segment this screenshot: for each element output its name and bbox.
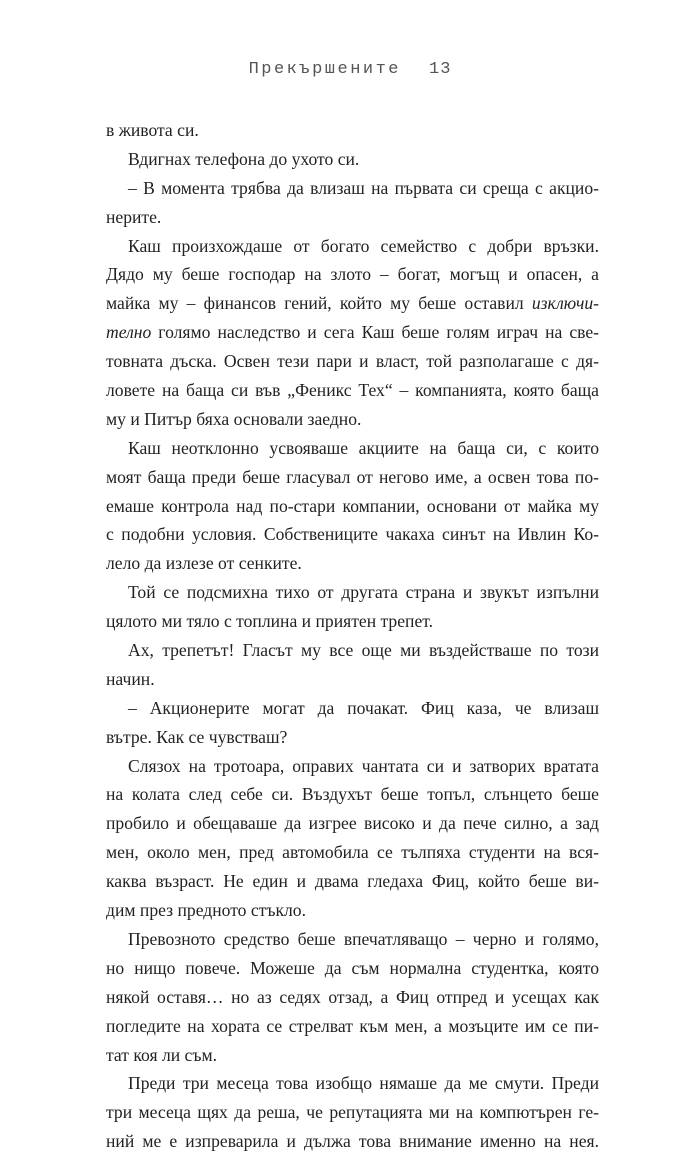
text-line <box>106 116 599 145</box>
text-run: – Акционерите могат да почакат. Фиц каза, че влизаш <box>128 697 599 718</box>
text-run: но нищо повече. Можеше да съм нормална студентка, която <box>106 957 599 978</box>
text-run: вътре. Как се чувстваш? <box>106 726 288 747</box>
text-run: начин. <box>106 668 155 689</box>
text-run: погледите на хората се стрелват към мен, а мозъците им се пи- <box>106 1015 599 1036</box>
text-line <box>106 549 599 578</box>
text-line <box>106 463 599 492</box>
text-line <box>106 1041 599 1070</box>
text-line <box>106 434 599 463</box>
text-line <box>106 694 599 723</box>
text-line <box>106 809 599 838</box>
text-line <box>106 203 599 232</box>
text-run: майка му – финансов гений, който му беше оставил <box>106 293 532 314</box>
text-run: три месеца щях да реша, че репутацията ми на компютърен ге- <box>106 1102 599 1123</box>
text-run: на колата след себе си. Въздухът беше топъл, слънцето беше <box>106 784 599 805</box>
text-line <box>106 145 599 174</box>
text-run: мен, около мен, пред автомобила се тълпяха студенти на вся- <box>106 842 599 863</box>
italic-text: изключи- <box>531 293 599 314</box>
running-header <box>0 60 700 79</box>
text-run: емаше контрола над по-стари компании, основани от майка му <box>106 495 599 516</box>
text-line <box>106 867 599 896</box>
book-title: Прекършените <box>248 60 401 79</box>
text-run: му и Питър бяха основали заедно. <box>106 408 362 429</box>
text-run: Вдигнах телефона до ухото си. <box>128 148 360 169</box>
text-line <box>106 1069 599 1098</box>
text-line <box>106 838 599 867</box>
text-line <box>106 405 599 434</box>
text-run: нерите. <box>106 206 162 227</box>
text-line <box>106 578 599 607</box>
text-line <box>106 318 599 347</box>
text-run: голямо наследство и сега Каш беше голям играч на све- <box>151 322 599 343</box>
text-line <box>106 723 599 752</box>
text-line <box>106 1098 599 1127</box>
italic-text: телно <box>106 322 152 343</box>
text-run: Той се подсмихна тихо от другата страна и звукът изпълни <box>128 582 599 603</box>
text-run: каква възраст. Не един и двама гледаха Фиц, който беше ви- <box>106 871 599 892</box>
body-text <box>106 116 599 1156</box>
text-run: Преди три месеца това изобщо нямаше да ме смути. Преди <box>128 1073 599 1094</box>
text-line <box>106 1012 599 1041</box>
text-line <box>106 232 599 261</box>
text-run: Ах, трепетът! Гласът му все още ми въздействаше по този <box>128 640 599 661</box>
text-run: Каш неотклонно усвояваше акциите на баща си, с които <box>128 437 599 458</box>
text-line <box>106 492 599 521</box>
page-number: 13 <box>429 60 452 79</box>
text-run: цялото ми тяло с топлина и приятен трепет. <box>106 611 434 632</box>
text-run: – В момента трябва да влизаш на първата си среща с акцио- <box>128 177 599 198</box>
text-run: тат коя ли съм. <box>106 1044 217 1065</box>
text-line <box>106 780 599 809</box>
text-line <box>106 752 599 781</box>
text-line <box>106 520 599 549</box>
text-line <box>106 665 599 694</box>
text-line <box>106 607 599 636</box>
text-line <box>106 954 599 983</box>
text-run: товната дъска. Освен тези пари и власт, той разполагаше с дя- <box>106 351 599 372</box>
text-run: с подобни условия. Собствениците чакаха синът на Ивлин Ко- <box>106 524 599 545</box>
text-line <box>106 636 599 665</box>
text-line <box>106 925 599 954</box>
text-run: някой оставя… но аз седях отзад, а Фиц отпред и усещах как <box>106 986 599 1007</box>
text-line <box>106 260 599 289</box>
text-run: ний ме е изпреварила и дължа това внимание именно на нея. <box>106 1131 599 1152</box>
text-run: лело да излезе от сенките. <box>106 553 302 574</box>
text-line <box>106 1127 599 1156</box>
text-line <box>106 983 599 1012</box>
text-line <box>106 174 599 203</box>
text-line <box>106 896 599 925</box>
text-run: моят баща преди беше гласувал от негово име, а освен това по- <box>106 466 599 487</box>
text-run: пробило и обещаваше да изгрее високо и да пече силно, а зад <box>106 813 599 834</box>
text-run: Дядо му беше господар на злото – богат, могъщ и опасен, а <box>106 264 599 285</box>
text-run: Каш произхождаше от богато семейство с добри връзки. <box>128 235 599 256</box>
text-run: ловете на баща си във „Феникс Тех“ – компанията, която баща <box>106 380 599 401</box>
text-line <box>106 376 599 405</box>
text-run: дим през предното стъкло. <box>106 900 306 921</box>
text-run: Слязох на тротоара, оправих чантата си и затворих вратата <box>128 755 599 776</box>
text-line <box>106 347 599 376</box>
text-run: Превозното средство беше впечатляващо – черно и голямо, <box>128 928 599 949</box>
text-line <box>106 289 599 318</box>
text-run: в живота си. <box>106 120 199 140</box>
